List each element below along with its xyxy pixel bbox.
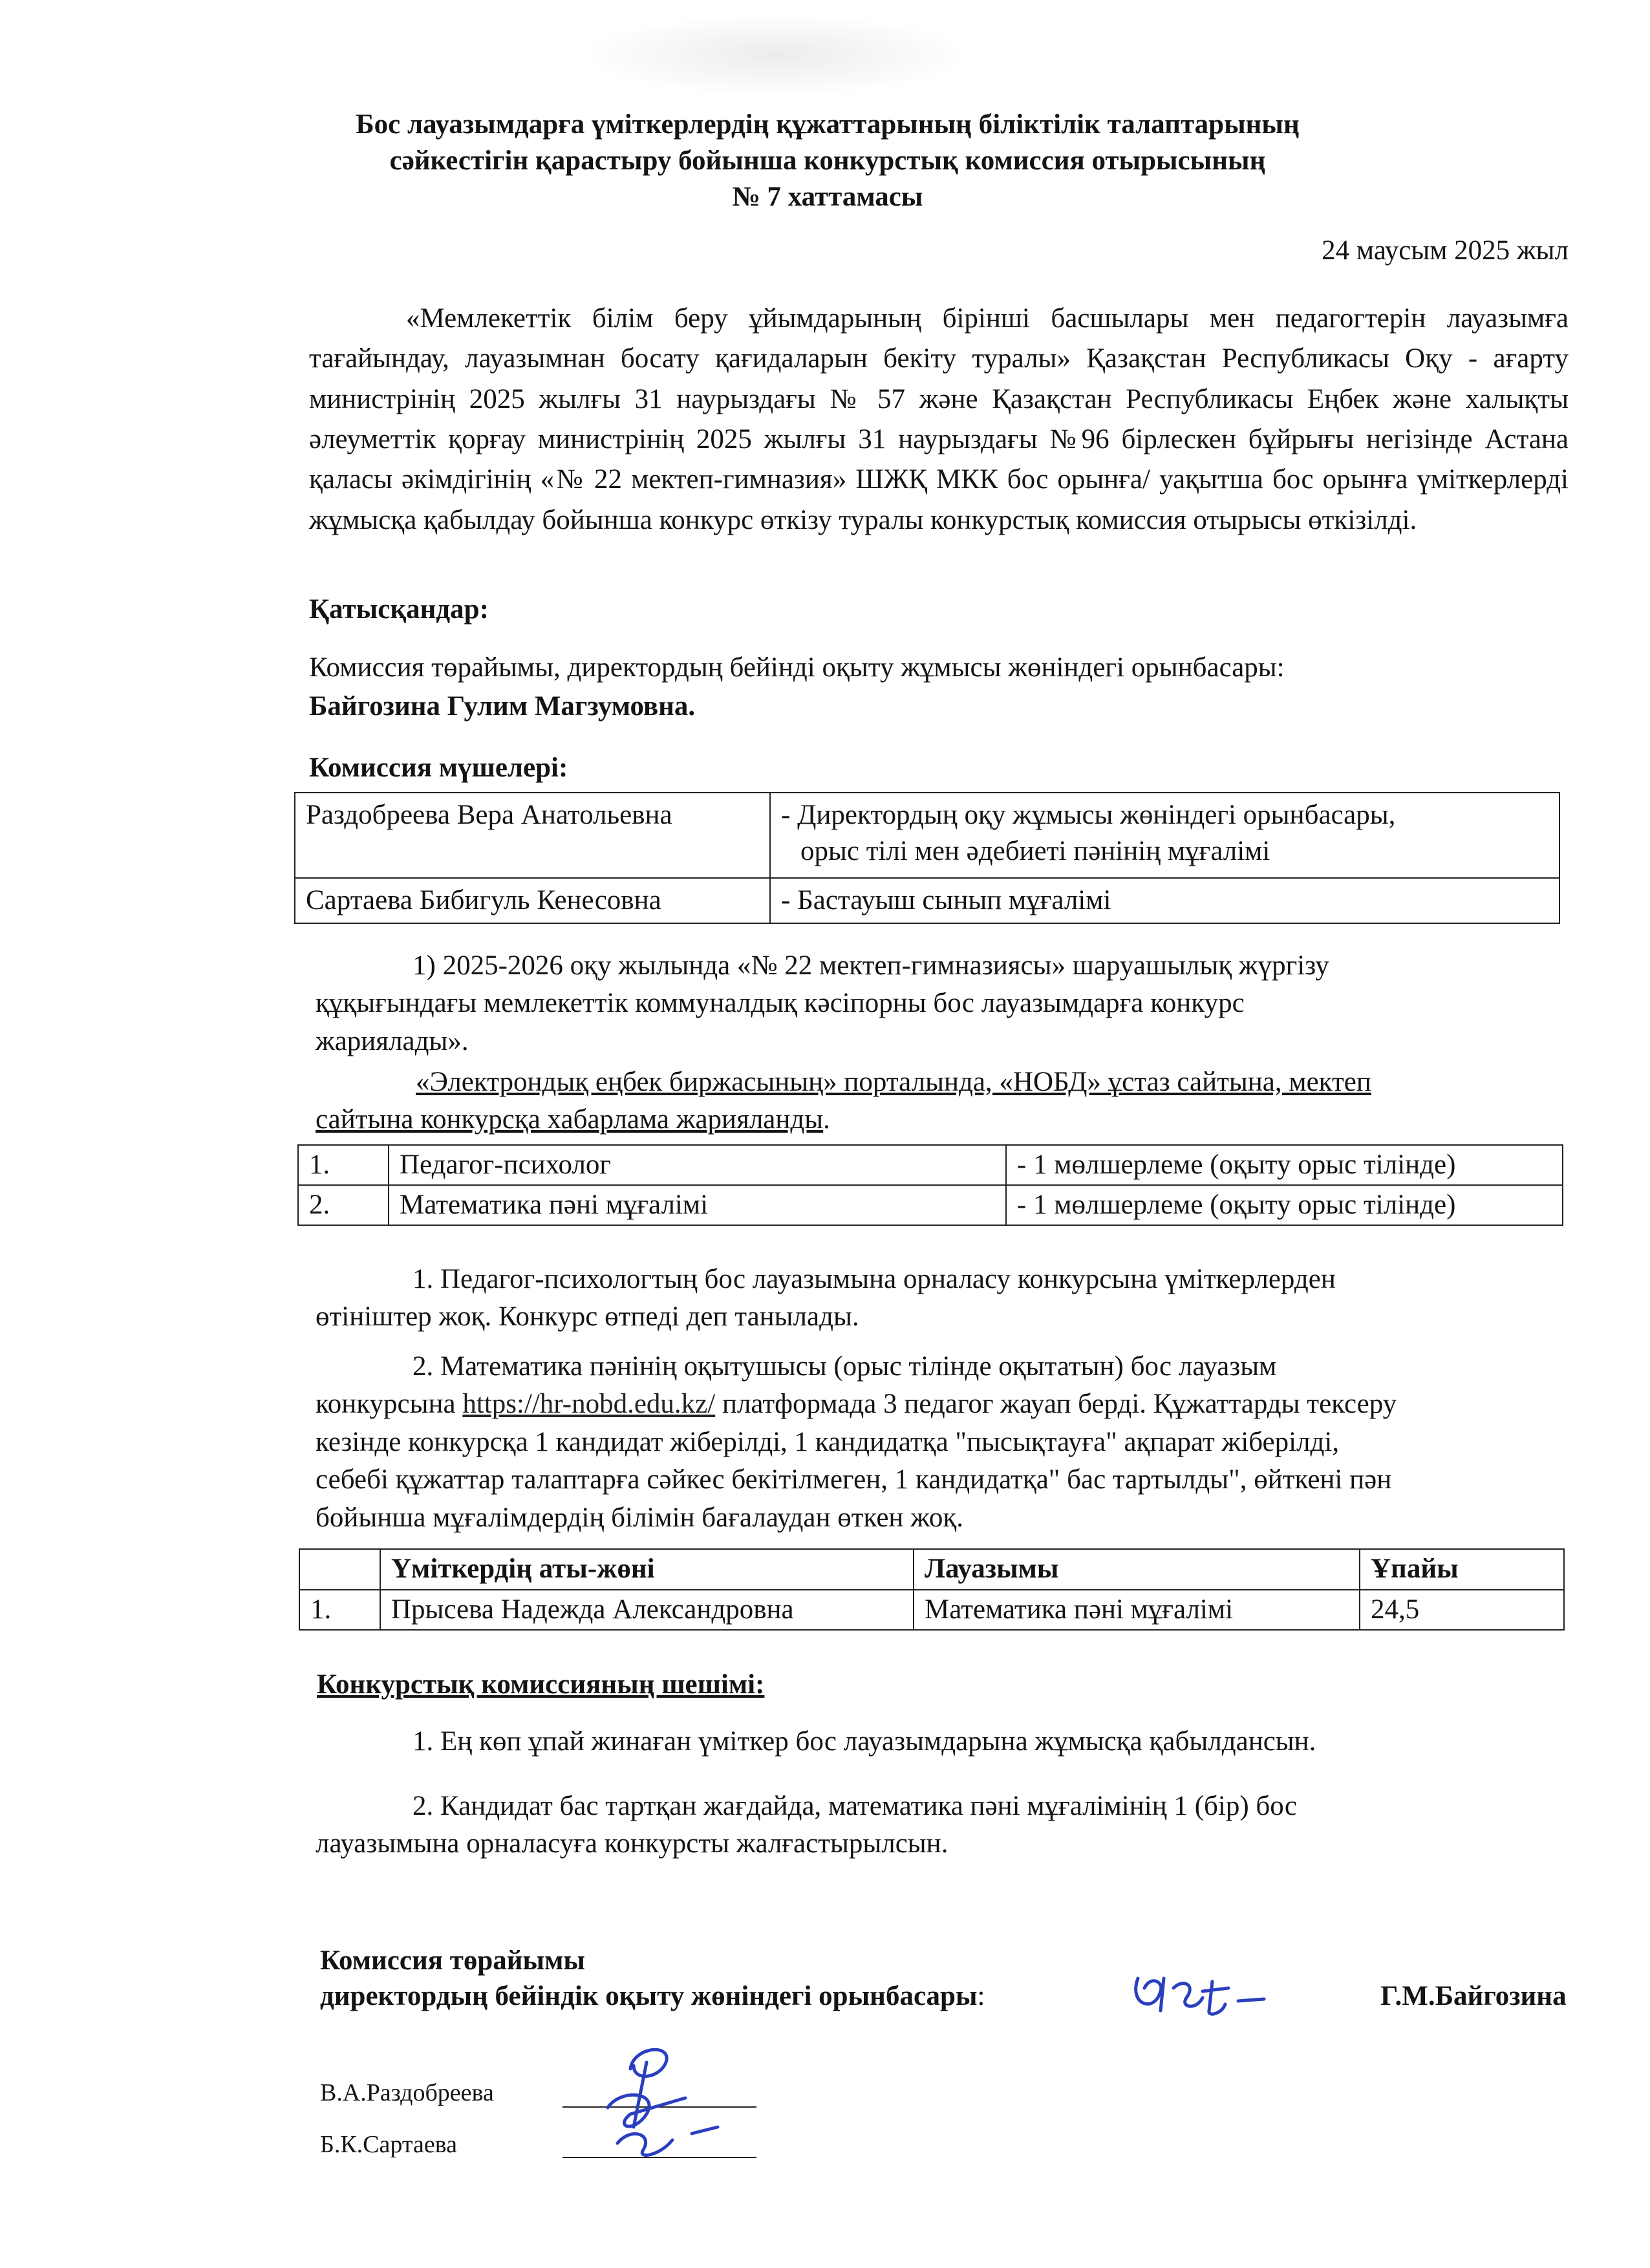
- chair-name: Байгозина Гулим Магзумовна.: [309, 691, 696, 722]
- result-line: себебі құжаттар талаптарға сәйкес бекітілмеген, 1 кандидатқа" бас тартылды", өйткені пән: [316, 1464, 1392, 1495]
- member-role-line: - Директордың оқу жұмысы жөніндегі орынбасары,: [781, 800, 1396, 830]
- chair-signature-image: [1125, 1952, 1280, 2024]
- publication-paragraph: [316, 1064, 1576, 1139]
- chair-signature-label-1: Комиссия төрайымы: [320, 1945, 585, 1976]
- header-score: Ұпайы: [1360, 1549, 1564, 1590]
- result-line: 2. Математика пәнінің оқытушысы (орыс тілінде оқытатын) бос лауазым: [412, 1351, 1277, 1382]
- announcement-line: жариялады».: [316, 1025, 469, 1056]
- header-position: Лауазымы: [914, 1549, 1360, 1590]
- chair-signature-colon: :: [977, 1981, 985, 2011]
- table-row: [295, 793, 1559, 878]
- member-signature-name-2: Б.К.Сартаева: [320, 2131, 457, 2158]
- position-rate: - 1 мөлшерлеме (оқыту орыс тілінде): [1006, 1145, 1563, 1185]
- hr-nobd-link[interactable]: https://hr-nobd.edu.kz/: [462, 1389, 716, 1420]
- result-text: конкурсына: [316, 1389, 463, 1420]
- position-num: 1.: [298, 1145, 389, 1185]
- member-name: Сартаева Бибигуль Кенесовна: [295, 878, 770, 923]
- result-item-2: [316, 1348, 1576, 1537]
- decision-line: 1. Ең көп ұпай жинаған үміткер бос лауазымдарына жұмысқа қабылдансын.: [412, 1726, 1316, 1757]
- position-title: Педагог-психолог: [389, 1145, 1006, 1185]
- position-title: Математика пәні мұғалімі: [389, 1185, 1006, 1225]
- table-row: [298, 1185, 1563, 1225]
- publication-line: сайтына конкурсқа хабарлама жарияланды: [316, 1104, 824, 1135]
- result-text: платформада 3 педагог жауап берді. Құжаттарды тексеру: [715, 1389, 1397, 1420]
- decision-heading: Конкурстық комиссияның шешімі:: [317, 1669, 765, 1700]
- chair-signature-name: Г.М.Байгозина: [1380, 1981, 1567, 2011]
- result-line: кезінде конкурсқа 1 кандидат жіберілді, 1 кандидатқа "пысықтауға" ақпарат жіберілді,: [316, 1426, 1340, 1457]
- member-role: [770, 878, 1559, 923]
- header-name: Үміткердің аты-жөні: [380, 1549, 914, 1590]
- chair-signature-role: директордың бейіндік оқыту жөніндегі орынбасары: [320, 1981, 978, 2011]
- candidate-name: Прысева Надежда Александровна: [380, 1590, 914, 1630]
- members-table: [294, 792, 1560, 924]
- decision-line: 2. Кандидат бас тартқан жағдайда, математика пәні мұғалімінің 1 (бір) бос: [412, 1791, 1297, 1821]
- chair-signature-label-2: [320, 1978, 985, 2015]
- member-role: [770, 793, 1559, 878]
- document-title: [246, 107, 1409, 215]
- result-line: өтініштер жоқ. Конкурс өтпеді деп танылады.: [316, 1301, 859, 1332]
- table-row: [295, 878, 1559, 923]
- positions-table: [297, 1144, 1563, 1226]
- announcement-paragraph: [316, 947, 1576, 1060]
- announcement-line: 1) 2025-2026 оқу жылында «№ 22 мектеп-гимназиясы» шаруашылық жүргізу: [412, 950, 1329, 981]
- header-num: [299, 1549, 380, 1590]
- table-row: [299, 1590, 1564, 1630]
- title-line-1: Бос лауазымдарға үміткерлердің құжаттарының біліктілік талаптарының: [356, 109, 1300, 140]
- candidate-position: Математика пәні мұғалімі: [914, 1590, 1360, 1630]
- table-row: [298, 1145, 1563, 1185]
- announcement-line: құқығындағы мемлекеттік коммуналдық кәсіпорны бос лауазымдарға конкурс: [316, 988, 1245, 1019]
- decision-item-1: [316, 1723, 1576, 1760]
- document-date: 24 маусым 2025 жыл: [1322, 235, 1569, 266]
- publication-line: «Электрондық еңбек биржасының» порталында, «НОБД» ұстаз сайтына, мектеп: [416, 1067, 1371, 1097]
- result-line: 1. Педагог-психологтың бос лауазымына орналасу конкурсына үміткерлерден: [412, 1264, 1336, 1294]
- candidate-score: 24,5: [1360, 1590, 1564, 1630]
- member-role-line: - Бастауыш сынып мұғалімі: [781, 885, 1111, 915]
- candidate-num: 1.: [299, 1590, 380, 1630]
- title-line-2: сәйкестігін қарастыру бойынша конкурстық комиссия отырысының: [389, 145, 1266, 176]
- member-signatures-image: [569, 2037, 737, 2166]
- position-num: 2.: [298, 1185, 389, 1225]
- candidates-table: [299, 1548, 1565, 1631]
- table-header-row: [299, 1549, 1564, 1590]
- intro-paragraph: «Мемлекеттік білім беру ұйымдарының бірінші басшылары мен педагогтерін лауазымға тағайындау, лауазымнан босату қағидаларын бекіту туралы» Қазақстан Республикасы Оқу - ағарту министрінің 2025 жылғы 31 наурыздағы № 57 және Қазақстан Республикасы Еңбек және халықты әлеуметтік қорғау министрінің 2025 жылғы 31 наурыздағы №96 бірлескен бұйрығы негізінде Астана қаласы әкімдігінің «№ 22 мектеп-гимназия» ШЖҚ МКК бос орынға/ уақытша бос орынға үміткерлерді жұмысқа қабылдау бойынша конкурс өткізу туралы конкурстық комиссия отырысы өткізілді.: [309, 303, 1569, 535]
- scan-artifact: [582, 13, 970, 97]
- publication-period: .: [823, 1104, 830, 1135]
- signature-stroke: [608, 2049, 718, 2155]
- decision-item-2: [316, 1788, 1576, 1863]
- members-heading: Комиссия мүшелері:: [309, 753, 568, 783]
- decision-line: лауазымына орналасуға конкурсты жалғастырылсын.: [316, 1828, 948, 1859]
- position-rate: - 1 мөлшерлеме (оқыту орыс тілінде): [1006, 1185, 1563, 1225]
- result-item-1: [316, 1261, 1576, 1336]
- member-role-line: орыс тілі мен әдебиеті пәнінің мұғалімі: [800, 835, 1270, 866]
- chair-role: Комиссия төрайымы, директордың бейінді оқыту жұмысы жөніндегі орынбасары:: [309, 652, 1285, 683]
- participants-heading: Қатысқандар:: [309, 594, 489, 625]
- member-name: Раздобреева Вера Анатольевна: [295, 793, 770, 878]
- title-line-3: № 7 хаттамасы: [732, 181, 923, 212]
- signature-stroke: [1136, 1978, 1264, 2014]
- member-signature-name-1: В.А.Раздобреева: [320, 2079, 494, 2106]
- result-line: бойынша мұғалімдердің білімін бағалаудан өткен жоқ.: [316, 1502, 963, 1533]
